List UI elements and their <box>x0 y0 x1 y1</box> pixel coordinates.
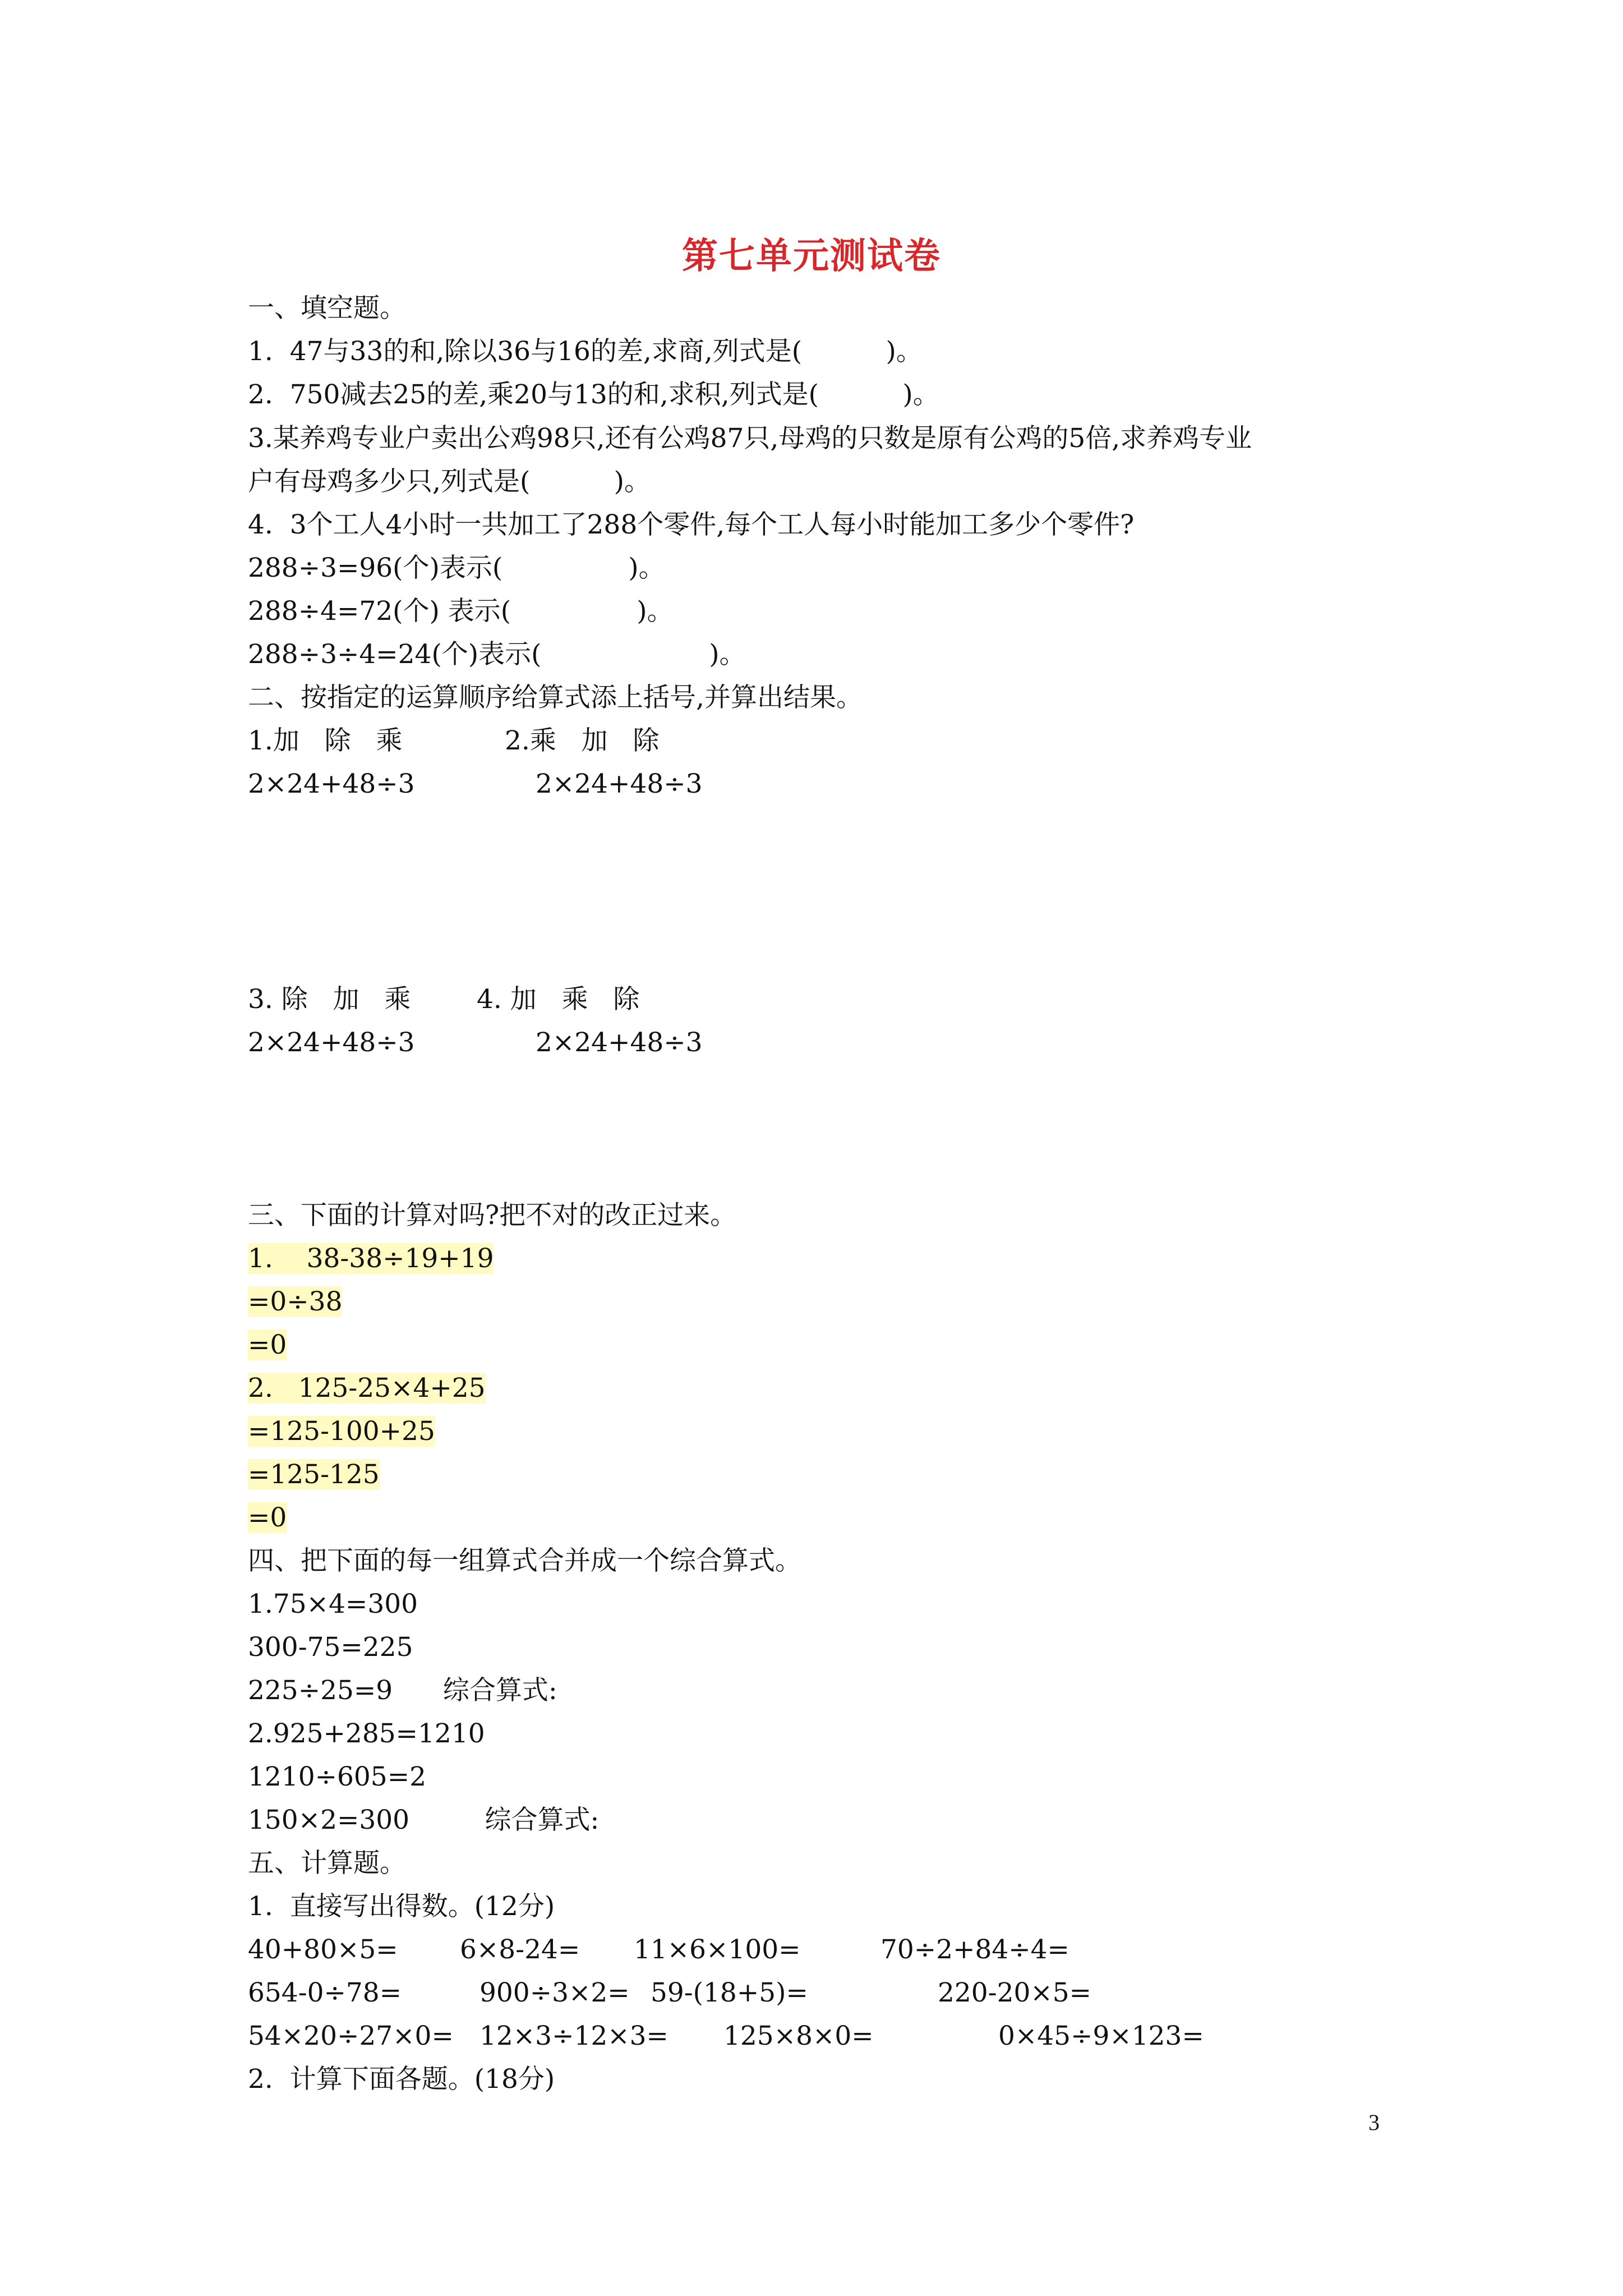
calc-1-line-1-text: 1. 38-38÷19+19 <box>248 1243 494 1274</box>
combine-1-line-2: 300-75=225 <box>248 1632 413 1663</box>
section-1-heading: 一、填空题。 <box>248 293 406 324</box>
calc-2-line-4 <box>248 1501 287 1535</box>
question-1-3-line1: 3.某养鸡专业户卖出公鸡98只,还有公鸡87只,母鸡的只数是原有公鸡的5倍,求养鸡专业 <box>248 423 1252 454</box>
mental-math-7: 59-(18+5)= <box>651 1977 808 2008</box>
calc-1-line-1 <box>248 1242 494 1276</box>
mental-math-2: 6×8-24= <box>460 1934 580 1965</box>
calc-1-line-2-text: =0÷38 <box>248 1286 343 1317</box>
order-label-1: 1.加 除 乘 <box>248 725 403 756</box>
expression-3: 2×24+48÷3 <box>248 1027 415 1058</box>
expression-1: 2×24+48÷3 <box>248 769 415 799</box>
question-1-4: 4. 3个工人4小时一共加工了288个零件,每个工人每小时能加工多少个零件? <box>248 509 1135 540</box>
mental-math-5: 654-0÷78= <box>248 1977 402 2008</box>
mental-math-9: 54×20÷27×0= <box>248 2021 454 2051</box>
calc-2-line-4-text: =0 <box>248 1502 287 1533</box>
calc-2-line-3 <box>248 1458 380 1492</box>
combine-2-line-3: 150×2=300 综合算式: <box>248 1805 600 1835</box>
question-1-4-b: 288÷4=72(个) 表示( )。 <box>248 596 674 627</box>
section-2-heading: 二、按指定的运算顺序给算式添上括号,并算出结果。 <box>248 682 863 713</box>
question-1-1: 1. 47与33的和,除以36与16的差,求商,列式是( )。 <box>248 336 923 367</box>
expression-2: 2×24+48÷3 <box>536 769 703 799</box>
mental-math-10: 12×3÷12×3= <box>479 2021 668 2051</box>
section-3-heading: 三、下面的计算对吗?把不对的改正过来。 <box>248 1200 737 1231</box>
question-1-3-line2: 户有母鸡多少只,列式是( )。 <box>248 466 651 497</box>
order-label-4: 4. 加 乘 除 <box>477 984 640 1015</box>
calc-1-line-3-text: =0 <box>248 1329 287 1360</box>
expression-4: 2×24+48÷3 <box>536 1027 703 1058</box>
question-1-4-c: 288÷3÷4=24(个)表示( )。 <box>248 639 746 670</box>
mental-math-11: 125×8×0= <box>723 2021 874 2051</box>
order-label-3: 3. 除 加 乘 <box>248 984 411 1015</box>
combine-1-line-1: 1.75×4=300 <box>248 1589 418 1619</box>
page-number: 3 <box>1368 2110 1380 2135</box>
mental-math-6: 900÷3×2= <box>479 1977 630 2008</box>
calc-2-line-1 <box>248 1372 486 1405</box>
calc-2-line-1-text: 2. 125-25×4+25 <box>248 1373 486 1404</box>
calc-2-line-2-text: =125-100+25 <box>248 1416 435 1447</box>
question-1-2: 2. 750减去25的差,乘20与13的和,求积,列式是( )。 <box>248 379 939 410</box>
order-label-2: 2.乘 加 除 <box>505 725 660 756</box>
mental-math-8: 220-20×5= <box>938 1977 1092 2008</box>
section-5-heading: 五、计算题。 <box>248 1848 406 1879</box>
question-1-4-a: 288÷3=96(个)表示( )。 <box>248 553 665 583</box>
calc-2-line-3-text: =125-125 <box>248 1459 380 1490</box>
combine-2-line-1: 2.925+285=1210 <box>248 1718 485 1749</box>
mental-math-4: 70÷2+84÷4= <box>880 1934 1069 1965</box>
combine-2-line-2: 1210÷605=2 <box>248 1761 426 1792</box>
calc-1-line-2 <box>248 1285 342 1319</box>
section-4-heading: 四、把下面的每一组算式合并成一个综合算式。 <box>248 1545 801 1576</box>
mental-math-3: 11×6×100= <box>634 1934 801 1965</box>
subsection-5-1: 1. 直接写出得数。(12分) <box>248 1891 555 1922</box>
combine-1-line-3: 225÷25=9 综合算式: <box>248 1675 557 1706</box>
mental-math-1: 40+80×5= <box>248 1934 398 1965</box>
page-title: 第七单元测试卷 <box>682 235 941 277</box>
calc-2-line-2 <box>248 1415 435 1448</box>
mental-math-12: 0×45÷9×123= <box>998 2021 1204 2051</box>
calc-1-line-3 <box>248 1328 287 1362</box>
subsection-5-2: 2. 计算下面各题。(18分) <box>248 2064 555 2095</box>
